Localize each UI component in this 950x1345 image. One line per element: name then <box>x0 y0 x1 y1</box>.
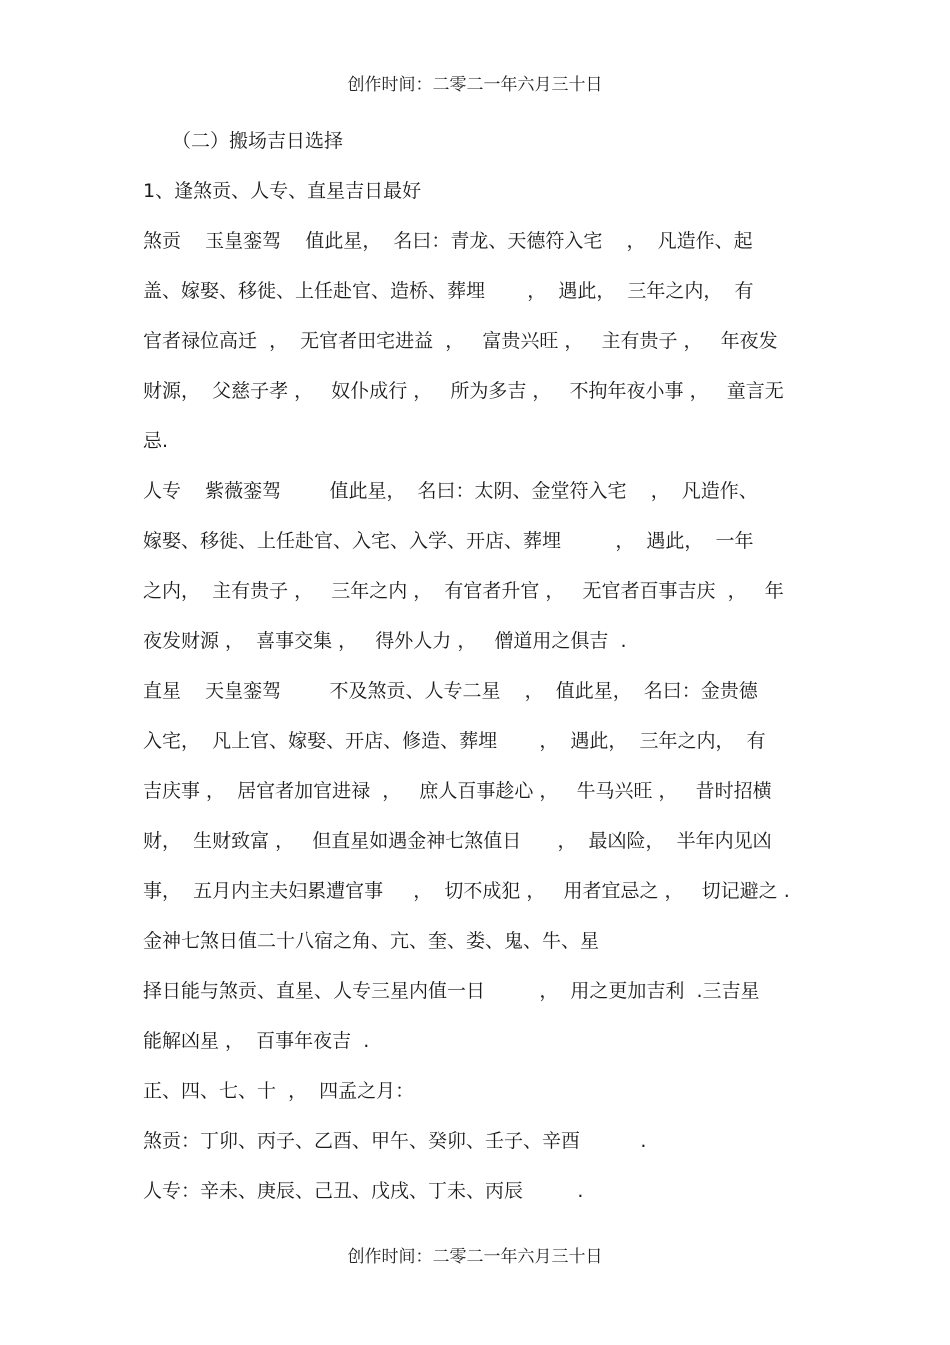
text-line: 嫁娶、移徙、上任赴官、入宅、入学、开店、葬埋 ， 遇此， 一年 <box>143 530 754 552</box>
text-line: 能解凶星 ， 百事年夜吉 . <box>143 1030 370 1052</box>
text-line: 夜发财源 ， 喜事交集 ， 得外人力 ， 僧道用之俱吉 . <box>143 630 627 652</box>
text-line: 官者禄位高迁 ， 无官者田宅进益 ， 富贵兴旺 ， 主有贵子 ， 年夜发 <box>143 330 778 352</box>
text-line: 正、四、七、十 ， 四孟之月： <box>143 1080 415 1102</box>
text-line: 煞贡：丁卯、丙子、乙酉、甲午、癸卯、壬子、辛酉 . <box>143 1130 647 1152</box>
text-line: 直星 天皇銮驾 不及煞贡、人专二星 ， 值此星， 名曰：金贵德 <box>143 680 758 702</box>
text-line: 吉庆事 ， 居官者加官进禄 ， 庶人百事趁心 ， 牛马兴旺 ， 昔时招横 <box>143 780 772 802</box>
text-line: 入宅， 凡上官、嫁娶、开店、修造、葬埋 ， 遇此， 三年之内， 有 <box>143 730 766 752</box>
text-line: 煞贡 玉皇銮驾 值此星， 名曰：青龙、天德符入宅 ， 凡造作、起 <box>143 230 753 252</box>
text-line: 金神七煞日值二十八宿之角、亢、奎、娄、鬼、牛、星 <box>143 930 600 952</box>
text-line: 财源， 父慈子孝 ， 奴仆成行 ， 所为多吉 ， 不拘年夜小事 ， 童言无 <box>143 380 784 402</box>
subsection-heading: 1、逢煞贡、人专、直星吉日最好 <box>143 180 422 202</box>
text-line: 忌. <box>143 430 169 452</box>
text-line: 人专 紫薇銮驾 值此星， 名曰：太阴、金堂符入宅 ， 凡造作、 <box>143 480 758 502</box>
text-line: 之内， 主有贵子 ， 三年之内 ， 有官者升官 ， 无官者百事吉庆 ， 年 <box>143 580 784 602</box>
text-line: 事， 五月内主夫妇累遭官事 ， 切不成犯 ， 用者宜忌之 ， 切记避之 . <box>143 880 790 902</box>
text-line: 择日能与煞贡、直星、人专三星内值一日 ， 用之更加吉利 .三吉星 <box>143 980 760 1002</box>
text-line: 财， 生财致富 ， 但直星如遇金神七煞值日 ， 最凶险， 半年内见凶 <box>143 830 772 852</box>
section-heading: （二）搬场吉日选择 <box>172 130 344 152</box>
text-line: 盖、嫁娶、移徙、上任赴官、造桥、葬埋 ， 遇此， 三年之内， 有 <box>143 280 754 302</box>
page-footer: 创作时间：二零二一年六月三十日 <box>347 1247 603 1267</box>
page-header: 创作时间：二零二一年六月三十日 <box>347 75 603 95</box>
text-line: 人专：辛未、庚辰、己丑、戊戌、丁未、丙辰 . <box>143 1180 584 1202</box>
